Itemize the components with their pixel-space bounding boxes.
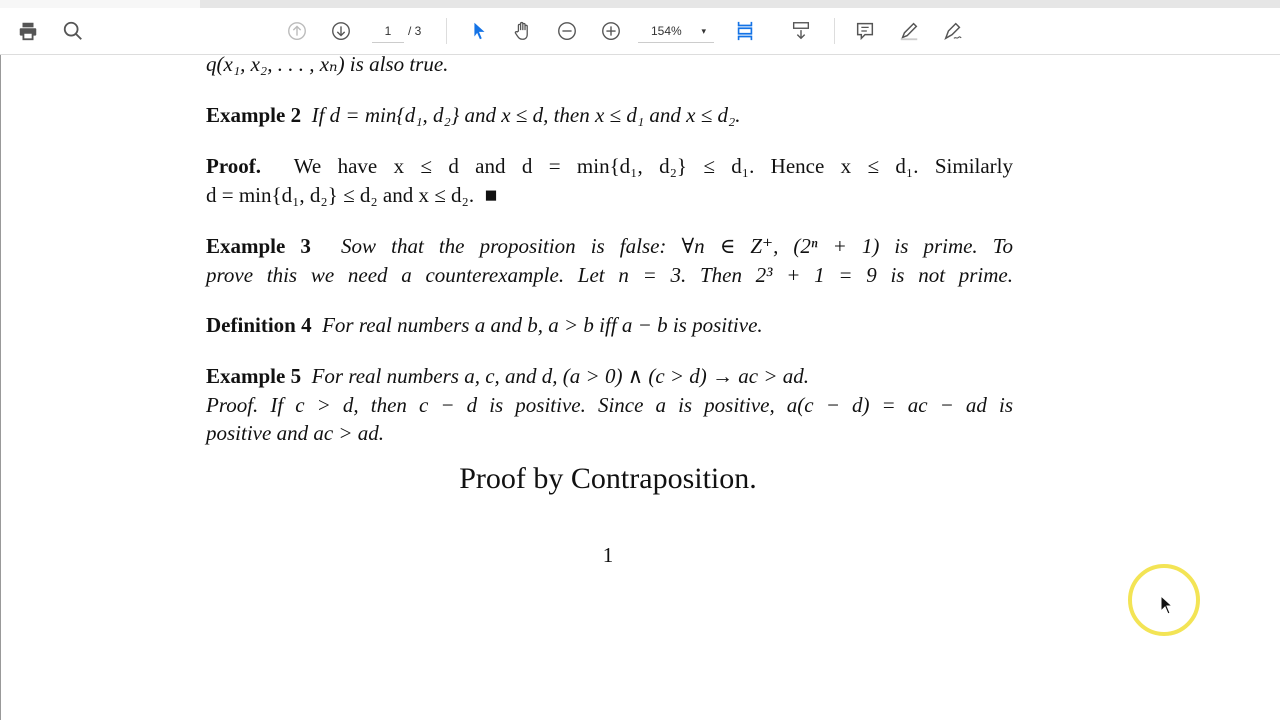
active-tab[interactable] — [0, 0, 200, 8]
example-label: Example 3 — [206, 234, 311, 258]
qed-symbol: ■ — [484, 183, 498, 207]
divider — [446, 18, 447, 44]
highlight-pen-icon[interactable] — [896, 18, 922, 44]
pdf-page — [0, 52, 1280, 720]
example-3-line-2: prove this we need a counterexample. Let n = 3. Then 2³ + 1 = 9 is not prime. — [206, 263, 1013, 287]
proof-label: Proof. — [206, 154, 262, 178]
zoom-level-select[interactable] — [638, 22, 714, 43]
sign-icon[interactable] — [940, 18, 966, 44]
section-heading: Proof by Contraposition. — [459, 462, 757, 495]
chevron-down-icon: ▾ — [701, 26, 706, 36]
proof-line-2: d = min{d₁, d₂} ≤ d₂ and x ≤ d₂. ■ — [206, 183, 498, 207]
divider — [834, 18, 835, 44]
previous-page-icon[interactable] — [284, 18, 310, 44]
fit-page-icon[interactable] — [732, 18, 758, 44]
scroll-mode-icon[interactable] — [788, 18, 814, 44]
page-total: / 3 — [408, 24, 422, 38]
zoom-in-icon[interactable] — [598, 18, 624, 44]
definition-4: Definition 4 For real numbers a and b, a > b iff a − b is positive. — [206, 313, 763, 337]
proof-line-1: Proof. We have x ≤ d and d = min{d₁, d₂} ≤ d₁. Hence x ≤ d₁. Similarly — [206, 154, 1014, 178]
select-tool-icon[interactable] — [466, 18, 492, 44]
next-page-icon[interactable] — [328, 18, 354, 44]
zoom-out-icon[interactable] — [554, 18, 580, 44]
example-5-proof-line-1: Proof. If c > d, then c − d is positive. Since a is positive, a(c − d) = ac − ad is — [206, 393, 1013, 417]
pdf-toolbar — [0, 8, 1280, 55]
tab-strip — [0, 0, 1280, 8]
zoom-value: 154% — [651, 24, 682, 38]
example-text: If d = min{d₁, d₂} and x ≤ d, then x ≤ d₁ and x ≤ d₂. — [311, 103, 741, 127]
example-3-line-1: Example 3 Sow that the proposition is false: ∀n ∈ Z⁺, (2ⁿ + 1) is prime. To — [206, 234, 1014, 258]
example-2 — [206, 103, 1013, 128]
print-icon[interactable] — [15, 18, 41, 44]
page-number: 1 — [602, 543, 614, 567]
comment-icon[interactable] — [852, 18, 878, 44]
page-number-input[interactable]: 1 — [372, 22, 404, 43]
example-5: Example 5 For real numbers a, c, and d, (a > 0) ∧ (c > d) → ac > ad. — [206, 364, 810, 388]
example-label: Example 5 — [206, 364, 302, 388]
example-5-proof-line-2: positive and ac > ad. — [206, 421, 385, 445]
find-icon[interactable] — [60, 18, 86, 44]
mouse-pointer-icon — [1160, 595, 1174, 620]
definition-label: Definition 4 — [206, 313, 312, 337]
text-line: q(x₁, x₂, . . . , xₙ) is also true. — [206, 52, 449, 76]
hand-tool-icon[interactable] — [510, 18, 536, 44]
example-label: Example 2 — [206, 103, 302, 127]
